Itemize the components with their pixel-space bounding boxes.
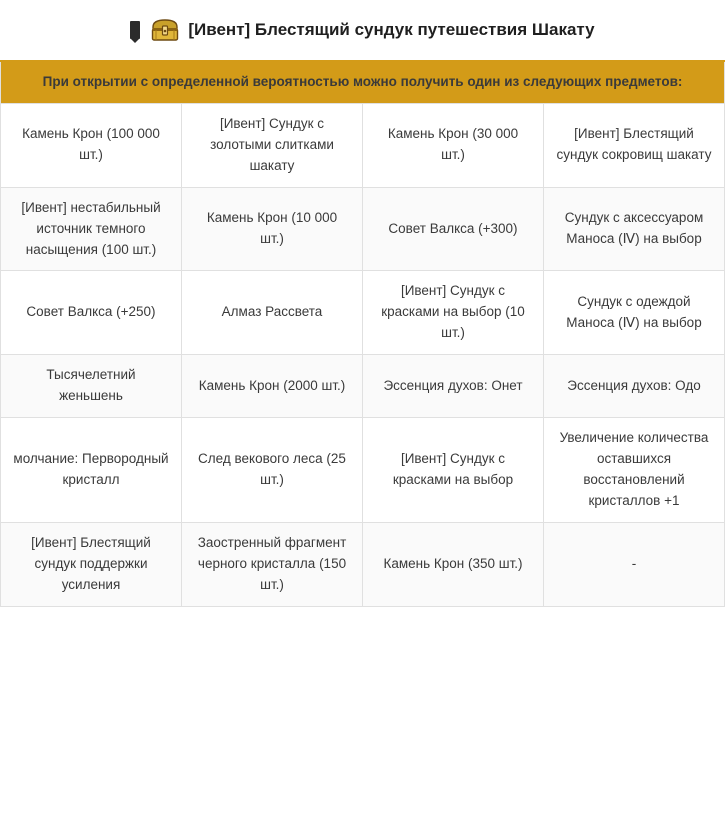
- table-row: [1, 355, 725, 418]
- loot-item: Камень Крон (30 000 шт.): [363, 103, 544, 187]
- table-row: [1, 418, 725, 523]
- loot-item: След векового леса (25 шт.): [182, 418, 363, 523]
- loot-item: Сундук с аксессуаром Маноса (Ⅳ) на выбор: [544, 187, 725, 271]
- loot-item: Совет Валкса (+250): [1, 271, 182, 355]
- banner-text: При открытии с определенной вероятностью можно получить один из следующих предметов:: [1, 61, 725, 103]
- loot-item: -: [544, 522, 725, 606]
- loot-item: Камень Крон (10 000 шт.): [182, 187, 363, 271]
- table-row: [1, 522, 725, 606]
- loot-item: [Ивент] Сундук с красками на выбор: [363, 418, 544, 523]
- loot-item: молчание: Первородный кристалл: [1, 418, 182, 523]
- banner-row: [1, 61, 725, 103]
- loot-item: [Ивент] Сундук с золотыми слитками шакату: [182, 103, 363, 187]
- loot-item: Эссенция духов: Одо: [544, 355, 725, 418]
- loot-table-container: [0, 60, 725, 607]
- page-title-bar: [0, 0, 725, 60]
- loot-item: Камень Крон (100 000 шт.): [1, 103, 182, 187]
- loot-item: Совет Валкса (+300): [363, 187, 544, 271]
- loot-item: [Ивент] нестабильный источник темного насыщения (100 шт.): [1, 187, 182, 271]
- loot-item: [Ивент] Блестящий сундук поддержки усиления: [1, 522, 182, 606]
- loot-item: Сундук с одеждой Маноса (Ⅳ) на выбор: [544, 271, 725, 355]
- loot-table: [0, 60, 725, 607]
- loot-table-body: [1, 61, 725, 606]
- loot-item: Заостренный фрагмент черного кристалла (150 шт.): [182, 522, 363, 606]
- treasure-chest-icon: [150, 17, 180, 43]
- table-row: [1, 103, 725, 187]
- table-row: [1, 187, 725, 271]
- loot-item: [Ивент] Блестящий сундук сокровищ шакату: [544, 103, 725, 187]
- loot-item: Эссенция духов: Онет: [363, 355, 544, 418]
- loot-item: Тысячелетний женьшень: [1, 355, 182, 418]
- bookmark-icon: [130, 21, 140, 39]
- loot-item: Алмаз Рассвета: [182, 271, 363, 355]
- loot-item: Увеличение количества оставшихся восстановлений кристаллов +1: [544, 418, 725, 523]
- loot-item: Камень Крон (2000 шт.): [182, 355, 363, 418]
- loot-item: [Ивент] Сундук с красками на выбор (10 шт.): [363, 271, 544, 355]
- loot-item: Камень Крон (350 шт.): [363, 522, 544, 606]
- table-row: [1, 271, 725, 355]
- page-title: [Ивент] Блестящий сундук путешествия Шакату: [188, 20, 595, 39]
